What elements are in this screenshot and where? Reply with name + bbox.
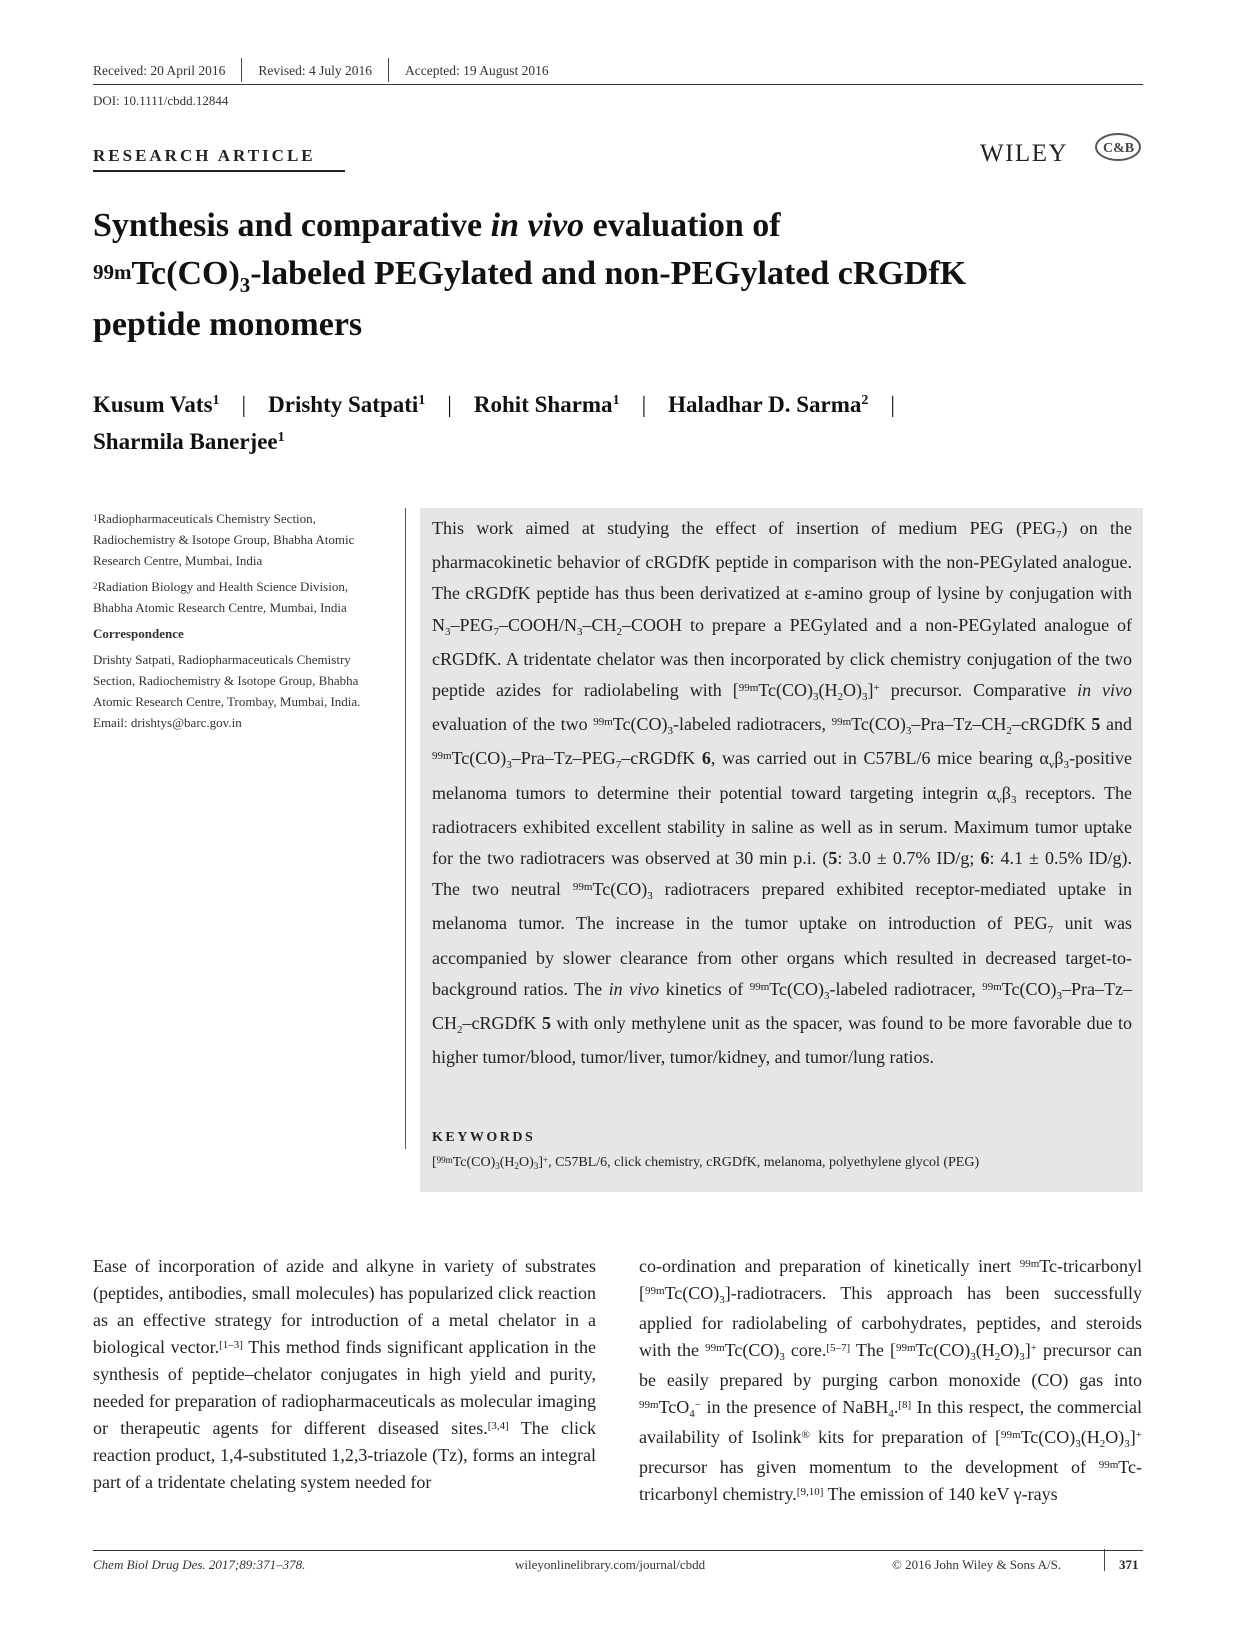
author-name[interactable]: Drishty Satpati$^1$ (268, 392, 426, 417)
author-list (93, 386, 1093, 460)
correspondence-text: Drishty Satpati, Radiopharmaceuticals Chemistry Section, Radiochemistry & Isotope Group, Bhabha Atomic Research Centre, Trombay, Mumbai, India. (93, 652, 361, 709)
doi[interactable]: DOI: 10.1111/cbdd.12844 (93, 93, 229, 108)
submission-dates (93, 60, 549, 84)
affiliation-item: $^2$Radiation Biology and Health Science Division, Bhabha Atomic Research Centre, Mumbai, India (93, 579, 349, 615)
affiliations (93, 508, 383, 733)
author-name[interactable]: Rohit Sharma$^1$ (473, 392, 620, 417)
keywords-list: $[^{99m}Tc(CO)_3(H_2O)_3]^+$, C57BL/6, click chemistry, cRGDfK, melanoma, polyethylene glycol (PEG) (432, 1155, 980, 1171)
date-separator (388, 58, 389, 82)
correspondence-email[interactable]: Email: drishtys@barc.gov.in (93, 715, 242, 730)
author-separator: | (641, 392, 647, 417)
article-type-underline (93, 170, 345, 172)
author-name[interactable]: Kusum Vats$^1$ (93, 392, 220, 417)
footer-journal-url[interactable]: wileyonlinelibrary.com/journal/cbdd (515, 1557, 706, 1572)
author-separator: | (447, 392, 452, 417)
footer-citation: Chem Biol Drug Des. 2017;89:371–378. (93, 1557, 306, 1572)
abstract-divider (405, 508, 406, 1149)
accepted-date: Accepted: 19 August 2016 (404, 63, 549, 79)
date-separator (241, 58, 242, 82)
footer-separator (1104, 1549, 1105, 1571)
correspondence-heading: Correspondence (93, 626, 184, 641)
wiley-logo: WILEY (980, 140, 1069, 167)
footer-copyright: © 2016 John Wiley & Sons A/S. (892, 1557, 1062, 1572)
article-title: Synthesis and comparative in vivo evaluation of $^{99m}Tc(CO)_3$-labeled PEGylated and non-PEGylated cRGDfK peptide monomers (93, 207, 967, 343)
article-type-label: RESEARCH ARTICLE (93, 146, 316, 165)
received-date: Received: 20 April 2016 (93, 63, 226, 79)
revised-date: Revised: 4 July 2016 (258, 63, 372, 79)
abstract-text: This work aimed at studying the effect of insertion of medium PEG $(PEG_7)$ on the pharmacokinetic behavior of cRGDfK peptide in comparison with the non-PEGylated analogue. The cRGDfK peptide has thus been derivatized at ε-amino group of lysine by conjugation with $N_3-PEG_7-COOH/N_3-CH_2$–COOH to prepare a PEGylated and a non-PEGylated analogue of cRGDfK. A tridentate chelator was then incorporated by click chemistry conjugation of the two peptide azides for radiolabeling with $[^{99m}Tc(CO)_3(H_2O)_3]^+$ precursor. Comparative in vivo evaluation of the two $^{99m}Tc(CO)_3$-labeled radiotracers, $^{99m}Tc(CO)_3-Pra-Tz-CH_2$–cRGDfK 5 and $^{99m}Tc(CO)_3-Pra-Tz-PEG_7$–cRGDfK 6, was carried out in C57BL/6 mice bearing $\alpha_v\beta_3$-positive melanoma tumors to determine their potential toward targeting integrin $\alpha_v\beta_3$ receptors. The radiotracers exhibited excellent stability in saline as well as in serum. Maximum tumor uptake for the two radiotracers was observed at 30 min p.i. (5: 3.0 ± 0.7% ID/g; 6: 4.1 ± 0.5% ID/g). The two neutral $^{99m}Tc(CO)_3$ radiotracers prepared exhibited receptor-mediated uptake in melanoma tumor. The increase in the tumor uptake on introduction of $PEG_7$ unit was accompanied by slower clearance from other organs which resulted in decreased target-to-background ratios. The in vivo kinetics of $^{99m}Tc(CO)_3$-labeled radiotracer, $^{99m}Tc(CO)_3-Pra-Tz-CH_2$–cRGDfK 5 with only methylene unit as the spacer, was found to be more favorable due to higher tumor/blood, tumor/liver, tumor/kidney, and tumor/lung ratios. (432, 518, 1133, 1068)
author-name[interactable]: Sharmila Banerjee$^1$ (93, 429, 285, 454)
affiliation-item: $^1$Radiopharmaceuticals Chemistry Section, Radiochemistry & Isotope Group, Bhabha Atomic Research Centre, Mumbai, India (93, 511, 355, 568)
journal-logo-icon (1092, 130, 1142, 166)
header-rule (93, 84, 1143, 85)
body-column-right: co-ordination and preparation of kinetically inert $^{99m}$Tc-tricarbonyl $[^{99m}Tc(CO)_3]$-radiotracers. This approach has been successfully applied for radiolabeling of carbohydrates, peptides, and steroids with the $^{99m}Tc(CO)_3$ core.[5–7] The $[^{99m}Tc(CO)_3(H_2O)_3]^+$ precursor can be easily prepared by purging carbon monoxide (CO) gas into $^{99m}$TcO$_4$− in the presence of NaBH$_4$.[8] In this respect, the commercial availability of Isolink® kits for preparation of $[^{99m}Tc(CO)_3(H_2O)_3]^+$ precursor has given momentum to the development of $^{99m}$Tc-tricarbonyl chemistry.[9,10] The emission of 140 keV γ-rays (639, 1256, 1143, 1504)
author-name[interactable]: Haladhar D. Sarma$^2$ (668, 392, 869, 417)
author-separator: | (890, 392, 895, 417)
page-number: 371 (1119, 1557, 1139, 1572)
keywords-heading: KEYWORDS (432, 1130, 536, 1145)
footer-rule (93, 1550, 1143, 1551)
author-separator: | (241, 392, 247, 417)
body-column-left: Ease of incorporation of azide and alkyne in variety of substrates (peptides, antibodies, small molecules) has popularized click reaction as an effective strategy for introduction of a metal chelator in a biological vector.[1–3] This method finds significant application in the synthesis of peptide–chelator conjugates in high yield and purity, needed for preparation of radiopharmaceuticals as molecular imaging or therapeutic agents for different diseased sites.[3,4] The click reaction product, 1,4-substituted 1,2,3-triazole (Tz), forms an integral part of a tridentate chelating system needed for (93, 1256, 596, 1492)
journal-logo-text: C&B (1103, 141, 1135, 156)
